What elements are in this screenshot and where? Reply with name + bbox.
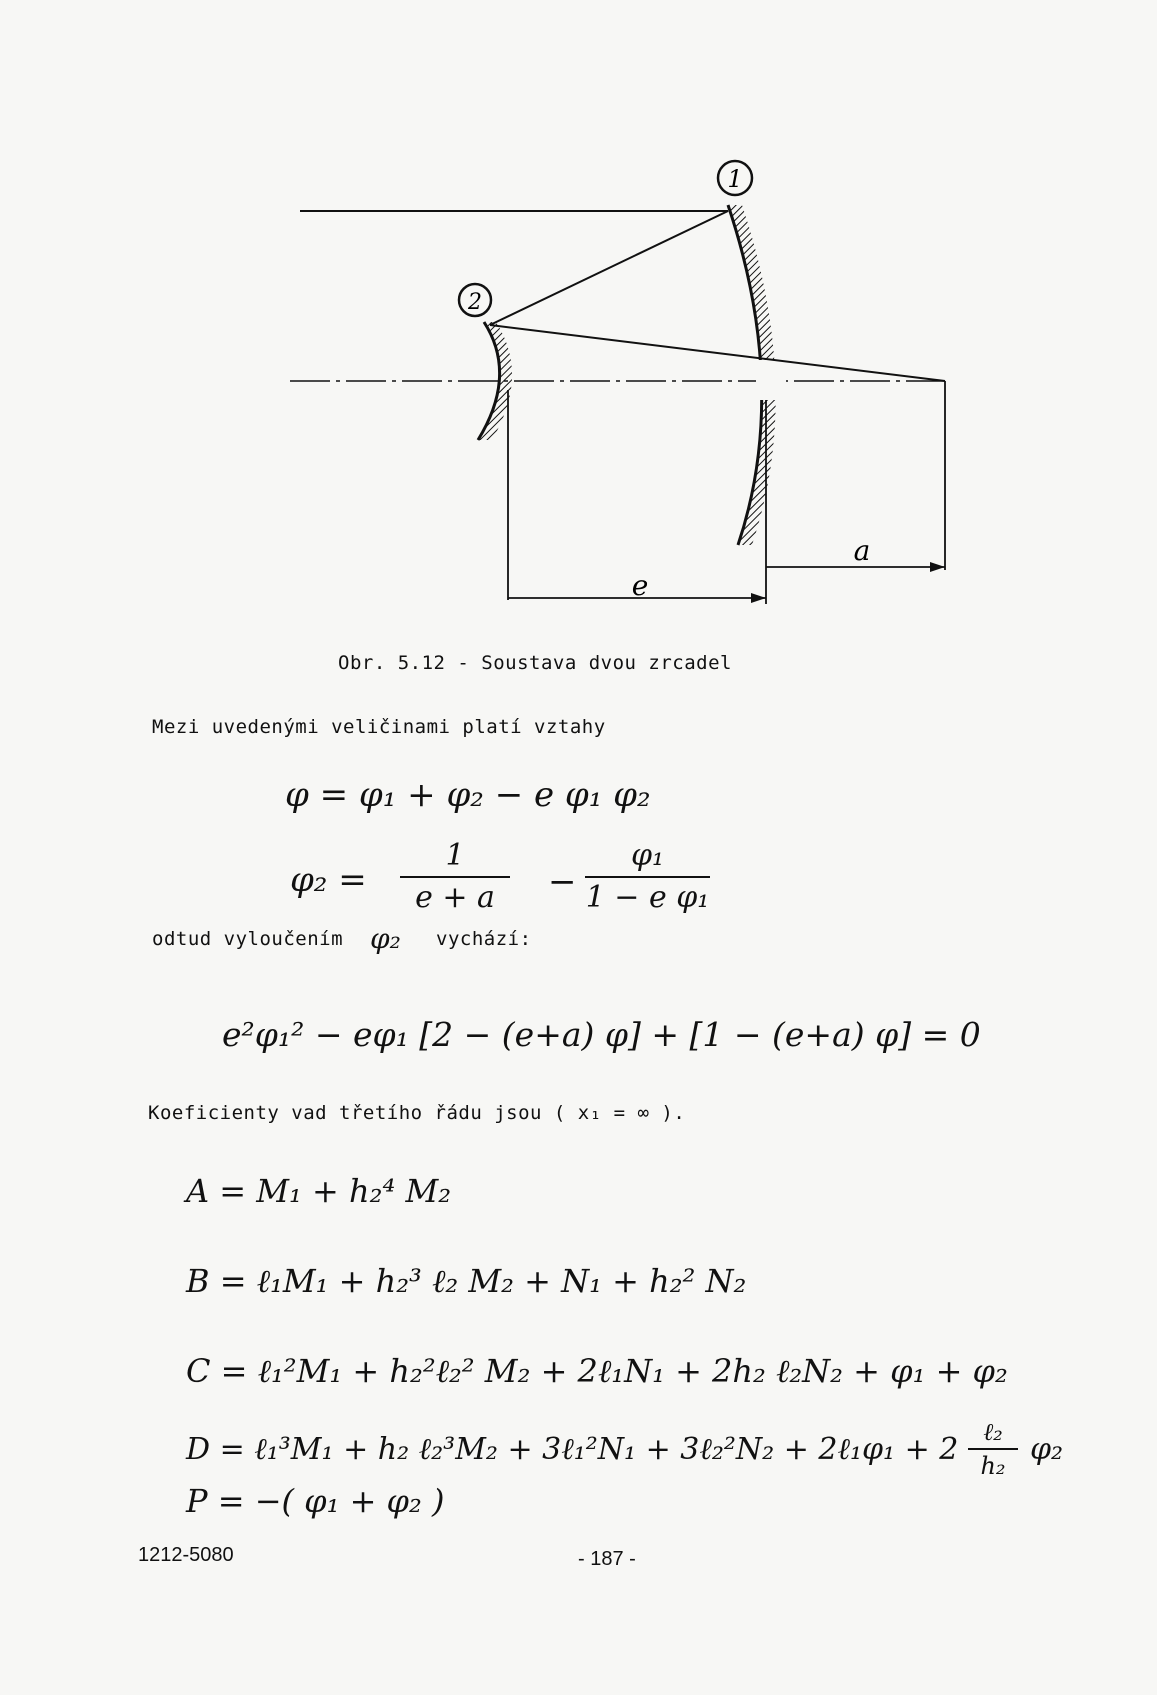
coefficients-text: Koeficienty vad třetího řádu jsou ( x₁ = ∞ ). [148,1102,686,1124]
fraction2-denominator: 1 − e φ₁ [585,880,710,915]
equation-C: C = ℓ₁²M₁ + h₂²ℓ₂² M₂ + 2ℓ₁N₁ + 2h₂ ℓ₂N₂ + φ₁ + φ₂ [186,1352,1008,1390]
mirror2-label: 2 [468,290,482,315]
equation-phi: φ = φ₁ + φ₂ − e φ₁ φ₂ [285,775,651,815]
reflected-ray-2 [490,325,945,381]
page-number: - 187 - [578,1548,636,1570]
equation-quadratic: e²φ₁² − eφ₁ [2 − (e+a) φ] + [1 − (e+a) φ] = 0 [222,1015,981,1054]
equation-D: D = ℓ₁³M₁ + h₂ ℓ₂³M₂ + 3ℓ₁²N₁ + 3ℓ₂²N₂ + 2ℓ₁φ₁ + 2 [186,1432,959,1467]
equation-A: A = M₁ + h₂⁴ M₂ [186,1172,452,1210]
dimension-a-label: a [853,534,871,567]
document-code: 1212-5080 [138,1544,234,1566]
reflected-ray-1 [490,211,728,325]
equation-D-tail: φ₂ [1030,1432,1064,1467]
equation-phi2-fraction2 [585,838,710,916]
two-mirror-figure [0,0,1157,640]
equation-phi2-fraction1 [400,838,510,916]
fraction1-numerator: 1 [445,838,465,873]
equation-phi2-lhs: φ₂ = [290,860,367,900]
equation-D-fraction-denominator: h₂ [980,1452,1006,1480]
elimination-text-after: vychází: [436,928,532,950]
equation-D-fraction-numerator: ℓ₂ [983,1418,1003,1446]
intro-text: Mezi uvedenými veličinami platí vztahy [152,716,606,738]
mirror1-label: 1 [727,165,743,193]
figure-caption: Obr. 5.12 - Soustava dvou zrcadel [338,652,732,674]
elimination-text-before: odtud vyloučením [152,928,344,950]
equation-phi2-minus: − [548,862,577,902]
fraction2-numerator: φ₁ [630,838,665,873]
elimination-symbol: φ₂ [370,922,401,955]
fraction1-denominator: e + a [415,880,495,915]
dimension-e-label: e [631,569,649,602]
equation-D-fraction [968,1418,1018,1480]
equation-B: B = ℓ₁M₁ + h₂³ ℓ₂ M₂ + N₁ + h₂² N₂ [186,1262,747,1300]
equation-P: P = −( φ₁ + φ₂ ) [186,1482,445,1520]
